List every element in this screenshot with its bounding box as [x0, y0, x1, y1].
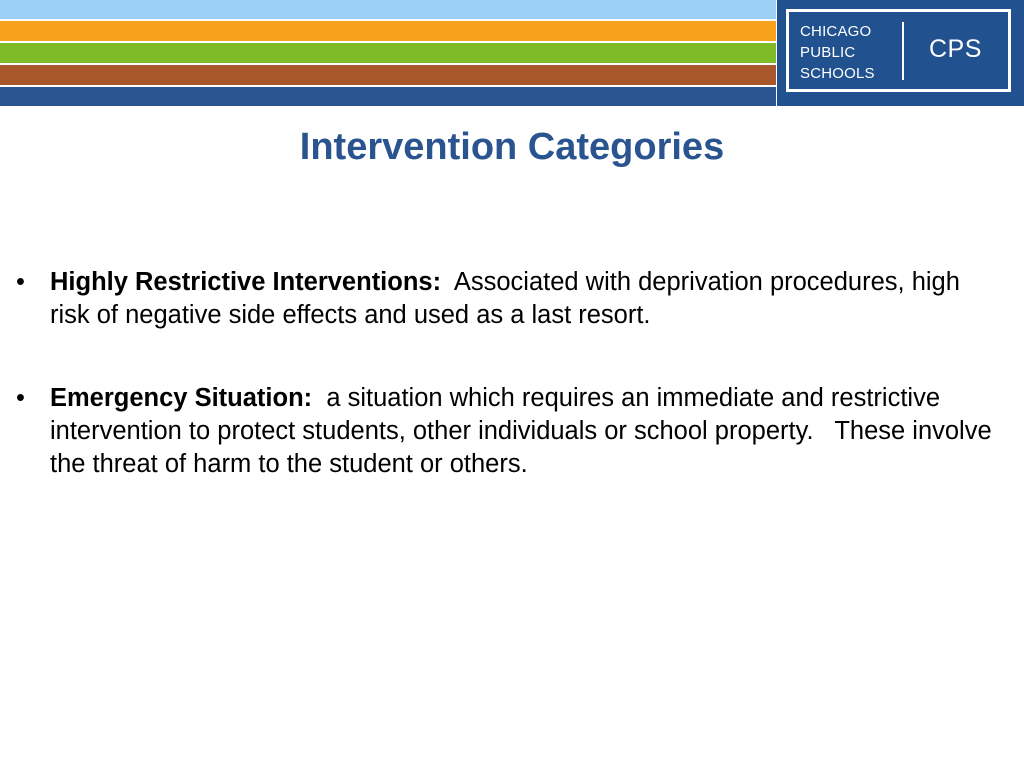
logo-divider: [902, 22, 904, 80]
logo-frame: [786, 9, 1011, 92]
stripe-brown: [0, 65, 776, 85]
stripe-dark-blue: [0, 87, 776, 106]
bullet-item-emergency-situation: [0, 382, 1024, 481]
bullet-dot-icon: •: [16, 268, 25, 296]
bullet-text: Associated with deprivation procedures, high risk of negative side effects and used as a last resort.: [50, 268, 960, 329]
bullet-text: a situation which requires an immediate and restrictive intervention to protect students, other individuals or school property. These involve the threat of harm to the student or others.: [50, 384, 999, 478]
bullet-list: [0, 266, 1024, 481]
stripe-orange: [0, 21, 776, 41]
cps-logo: [777, 0, 1024, 106]
logo-name: [800, 21, 875, 84]
logo-abbreviation: CPS: [929, 35, 982, 63]
logo-name-line-2: PUBLIC: [800, 44, 856, 61]
logo-name-line-1: CHICAGO: [800, 23, 872, 40]
stripe-light-blue: [0, 0, 776, 19]
header-stripes: [0, 0, 776, 106]
stripe-green: [0, 43, 776, 63]
logo-name-line-3: SCHOOLS: [800, 65, 875, 82]
slide-title: Intervention Categories: [299, 126, 725, 168]
bullet-term: Highly Restrictive Interventions:: [50, 268, 442, 296]
bullet-item-highly-restrictive: [0, 266, 1024, 332]
bullet-term: Emergency Situation:: [50, 384, 313, 412]
bullet-dot-icon: •: [16, 384, 25, 412]
